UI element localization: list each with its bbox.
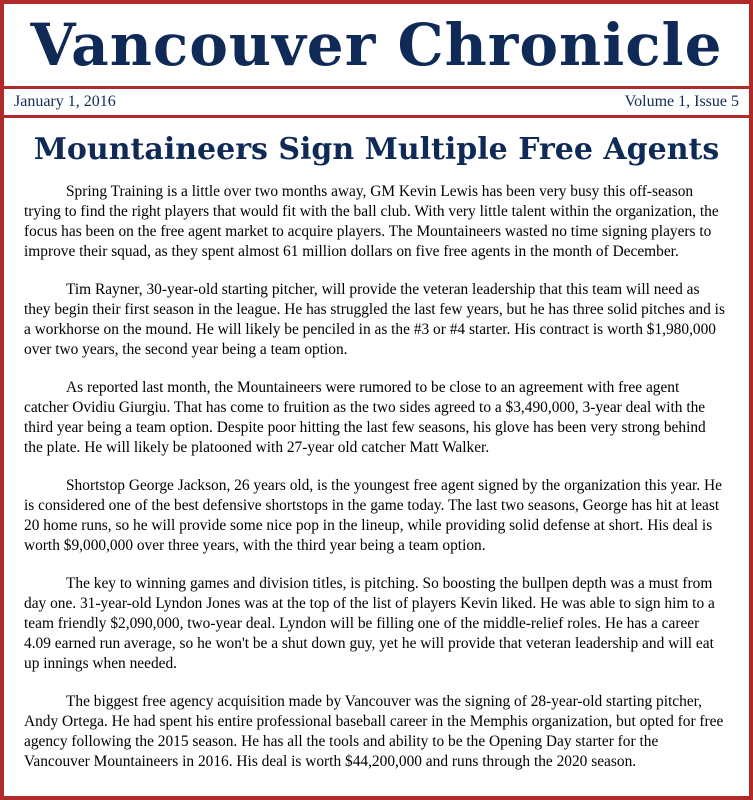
masthead xyxy=(4,4,749,89)
article-paragraph: The key to winning games and division titles, is pitching. So boosting the bullpen depth was a must from day one. 31-year-old Lyndon Jones was at the top of the list of players Kevin liked. He was able to sign him to a team friendly $2,090,000, two-year deal. Lyndon will be filling one of the middle-relief roles. He has a career 4.09 earned run average, so he won't be a shut down guy, yet he will provide that veteran leadership and will eat up innings when needed. xyxy=(24,575,715,672)
article-body xyxy=(4,168,749,772)
issue-date: January 1, 2016 xyxy=(14,93,116,110)
article-paragraph: Tim Rayner, 30-year-old starting pitcher, will provide the veteran leadership that this team will need as they begin their first season in the league. He has struggled the last few years, but he has three solid pitches and is a workhorse on the mound. He will likely be penciled in as the #3 or #4 starter. His contract is worth $1,980,000 over two years, the second year being a team option. xyxy=(24,281,725,358)
article-paragraph: Spring Training is a little over two months away, GM Kevin Lewis has been very busy this off-season trying to find the right players that would fit with the ball club. With very little talent within the organization, the focus has been on the free agent market to acquire players. The Mountaineers wasted no time signing players to improve their squad, as they spent almost 61 million dollars on five free agents in the month of December. xyxy=(24,183,719,260)
article-paragraph: The biggest free agency acquisition made by Vancouver was the signing of 28-year-old starting pitcher, Andy Ortega. He had spent his entire professional baseball career in the Memphis organization, but opted for free agency following the 2015 season. He has all the tools and ability to be the Opening Day starter for the Vancouver Mountaineers in 2016. His deal is worth $44,200,000 and runs through the 2020 season. xyxy=(24,693,724,770)
newspaper-title: Vancouver Chronicle xyxy=(30,11,723,79)
article-headline: Mountaineers Sign Multiple Free Agents xyxy=(33,132,720,167)
issue-number: Volume 1, Issue 5 xyxy=(624,93,739,110)
article-paragraph: Shortstop George Jackson, 26 years old, is the youngest free agent signed by the organization this year. He is considered one of the best defensive shortstops in the game today. The last two seasons, George has hit at least 20 home runs, so he will provide some nice pop in the lineup, while providing solid defense at short. His deal is worth $9,000,000 over three years, with the third year being a team option. xyxy=(24,477,722,554)
dateline-bar xyxy=(4,89,749,118)
article-paragraph: As reported last month, the Mountaineers were rumored to be close to an agreement with free agent catcher Ovidiu Giurgiu. That has come to fruition as the two sides agreed to a $3,490,000, 3-year deal with the third year being a team option. Despite poor hitting the last few seasons, his glove has been very strong behind the plate. He will likely be platooned with 27-year old catcher Matt Walker. xyxy=(24,379,706,456)
